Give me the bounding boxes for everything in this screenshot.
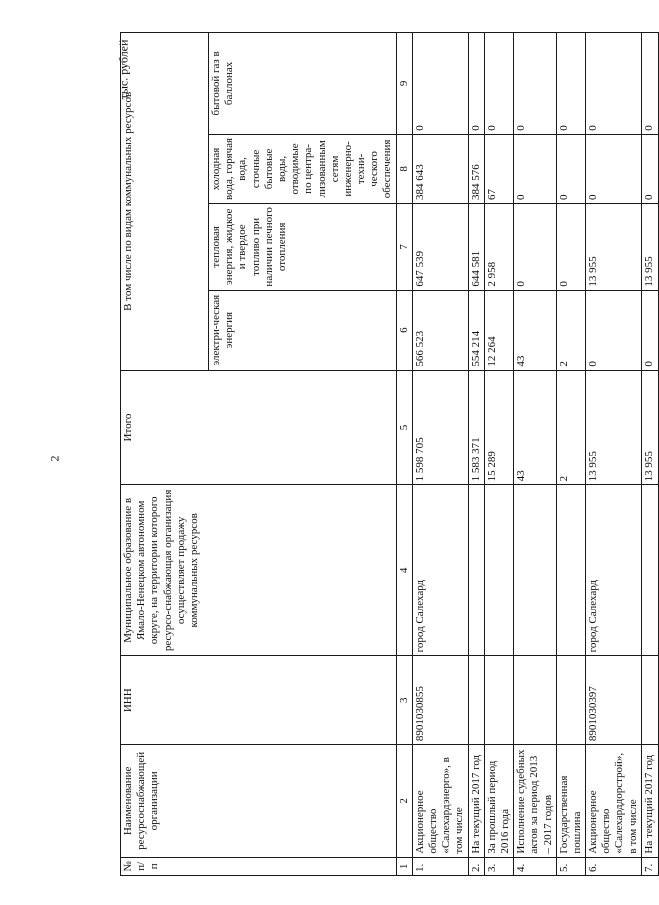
row-water: 0	[514, 134, 557, 203]
table-row	[556, 33, 585, 876]
row-organization: На текущий 2017 год	[468, 745, 484, 858]
row-no: 4.	[514, 857, 557, 875]
header-inn: ИНН	[121, 656, 397, 745]
header-row	[121, 33, 209, 876]
table-row	[468, 33, 484, 876]
page-number: 2	[47, 455, 62, 462]
row-inn	[641, 656, 658, 745]
header-municipality: Муниципальное образование в Ямало-Ненецком автономном округе, на территории которого ресурсо-снабжающая организация осуществляет продажу коммунальных ресурсов	[121, 485, 397, 656]
header-organization: Наименование ресурсоснабжающей организации	[121, 745, 397, 858]
row-total: 2	[556, 370, 585, 485]
row-municipality	[641, 485, 658, 656]
row-organization: Акционерное общество «Салехардэнерго», в том числе	[412, 745, 468, 858]
row-electric: 12 264	[484, 290, 513, 370]
row-water: 0	[641, 134, 658, 203]
row-organization: За прошлый период 2016 года	[484, 745, 513, 858]
row-water: 0	[556, 134, 585, 203]
row-organization: Государственная пошлина	[556, 745, 585, 858]
row-total: 43	[514, 370, 557, 485]
column-number: 2	[396, 745, 412, 858]
row-heat: 2 958	[484, 204, 513, 291]
table-container	[120, 32, 655, 876]
row-electric: 554 214	[468, 290, 484, 370]
column-number: 4	[396, 485, 412, 656]
row-municipality: город Салехард	[586, 485, 642, 656]
column-number: 8	[396, 134, 412, 203]
row-gas: 0	[468, 33, 484, 135]
row-heat: 13 955	[586, 204, 642, 291]
row-water: 384 643	[412, 134, 468, 203]
header-heat: тепловая энергия, жидкое и твердое топливо при наличии печного отопления	[209, 204, 397, 291]
table-row	[484, 33, 513, 876]
data-table	[120, 32, 659, 876]
column-number: 1	[396, 857, 412, 875]
row-inn: 8901030855	[412, 656, 468, 745]
header-no: № п/п	[121, 857, 397, 875]
row-water: 0	[586, 134, 642, 203]
row-organization: Исполнение судебных актов за период 2013 – 2017 годов	[514, 745, 557, 858]
row-inn	[484, 656, 513, 745]
row-inn: 8901030397	[586, 656, 642, 745]
row-electric: 0	[586, 290, 642, 370]
row-municipality: город Салехард	[412, 485, 468, 656]
row-gas: 0	[586, 33, 642, 135]
row-no: 1.	[412, 857, 468, 875]
table-row	[514, 33, 557, 876]
row-gas: 0	[556, 33, 585, 135]
row-total: 13 955	[586, 370, 642, 485]
row-heat: 0	[556, 204, 585, 291]
table-row	[412, 33, 468, 876]
row-gas: 0	[484, 33, 513, 135]
row-no: 5.	[556, 857, 585, 875]
row-total: 13 955	[641, 370, 658, 485]
row-electric: 0	[641, 290, 658, 370]
row-municipality	[556, 485, 585, 656]
row-organization: На текущий 2017 год	[641, 745, 658, 858]
row-water: 384 576	[468, 134, 484, 203]
row-total: 15 289	[484, 370, 513, 485]
row-heat: 13 955	[641, 204, 658, 291]
row-heat: 644 581	[468, 204, 484, 291]
unit-label: тыс. рублей	[116, 39, 131, 100]
row-gas: 0	[514, 33, 557, 135]
row-heat: 0	[514, 204, 557, 291]
row-municipality	[484, 485, 513, 656]
header-electric: электри-ческая энергия	[209, 290, 397, 370]
row-no: 7.	[641, 857, 658, 875]
row-electric: 2	[556, 290, 585, 370]
header-gas: бытовой газ в баллонах	[209, 33, 397, 135]
row-municipality	[468, 485, 484, 656]
row-electric: 43	[514, 290, 557, 370]
column-number: 7	[396, 204, 412, 291]
column-number: 6	[396, 290, 412, 370]
row-heat: 647 539	[412, 204, 468, 291]
row-gas: 0	[412, 33, 468, 135]
header-resource-group: В том числе по видам коммунальных ресурсов	[121, 33, 209, 371]
column-number: 5	[396, 370, 412, 485]
table-row	[641, 33, 658, 876]
header-total: Итого	[121, 370, 397, 485]
row-electric: 566 523	[412, 290, 468, 370]
row-total: 1 583 371	[468, 370, 484, 485]
row-water: 67	[484, 134, 513, 203]
row-total: 1 598 705	[412, 370, 468, 485]
column-number: 3	[396, 656, 412, 745]
column-number: 9	[396, 33, 412, 135]
row-no: 6.	[586, 857, 642, 875]
row-inn	[556, 656, 585, 745]
row-inn	[514, 656, 557, 745]
row-organization: Акционерное общество «Салехарддорстрой», в том числе	[586, 745, 642, 858]
column-number-row	[396, 33, 412, 876]
row-inn	[468, 656, 484, 745]
row-municipality	[514, 485, 557, 656]
table-row	[586, 33, 642, 876]
row-gas: 0	[641, 33, 658, 135]
row-no: 3.	[484, 857, 513, 875]
row-no: 2.	[468, 857, 484, 875]
header-water: холодная вода, горячая вода, сточные бытовые воды, отводимые по центра-лизованным сетям инженерно-техни-ческого обеспечения	[209, 134, 397, 203]
